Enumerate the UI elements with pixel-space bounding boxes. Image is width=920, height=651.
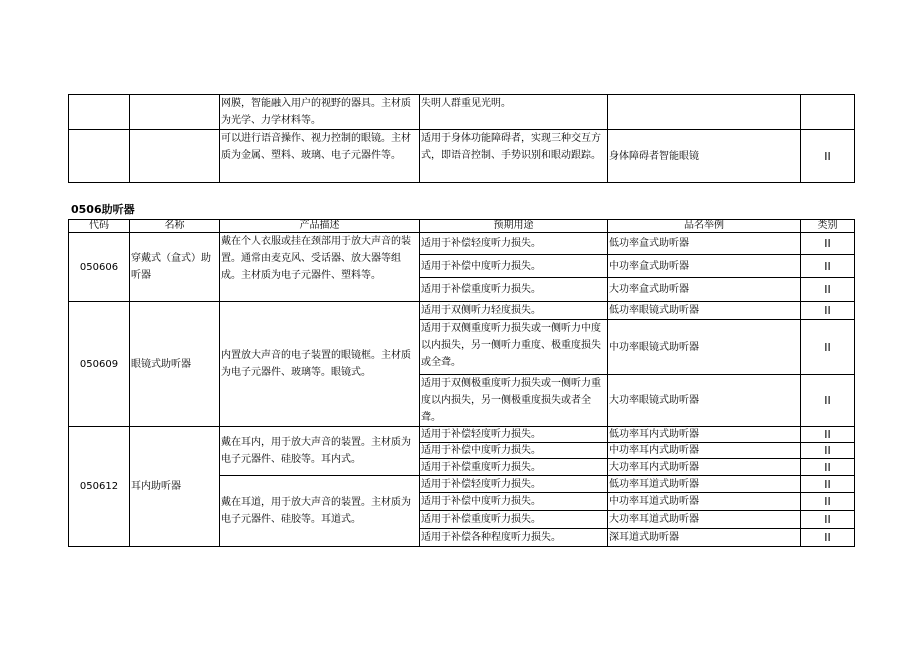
- name-cell: [130, 95, 220, 130]
- use-cell: 适用于补偿重度听力损失。: [420, 511, 608, 529]
- code-cell: 050609: [69, 302, 130, 427]
- use-cell: 适用于双侧极重度听力损失或一侧听力重度以内损失，另一侧极重度损失或者全聋。: [420, 375, 608, 427]
- category-cell: II: [801, 130, 855, 183]
- use-cell: 适用于补偿轻度听力损失。: [420, 427, 608, 443]
- category-cell: II: [801, 443, 855, 459]
- table-row: [69, 302, 855, 320]
- category-cell: [801, 95, 855, 130]
- desc-cell: 内置放大声音的电子装置的眼镜框。主材质为电子元器件、玻璃等。眼镜式。: [220, 302, 420, 427]
- header-code: 代码: [69, 220, 130, 233]
- table-row: [69, 95, 855, 130]
- name-cell: [130, 130, 220, 183]
- code-cell: [69, 130, 130, 183]
- example-cell: 中功率眼镜式助听器: [608, 320, 801, 375]
- use-cell: 适用于补偿重度听力损失。: [420, 278, 608, 302]
- category-cell: II: [801, 476, 855, 493]
- category-cell: II: [801, 511, 855, 529]
- name-cell: 穿戴式（盒式）助听器: [130, 233, 220, 302]
- use-cell: 适用于补偿各种程度听力损失。: [420, 529, 608, 547]
- use-cell: 适用于双侧听力轻度损失。: [420, 302, 608, 320]
- category-cell: II: [801, 427, 855, 443]
- name-cell: 眼镜式助听器: [130, 302, 220, 427]
- use-cell: 适用于双侧重度听力损失或一侧听力中度以内损失，另一侧听力重度、极重度损失或全聋。: [420, 320, 608, 375]
- section-title: 0506助听器: [71, 203, 135, 216]
- table-row: [69, 427, 855, 443]
- use-cell: 适用于身体功能障碍者，实现三种交互方式，即语音控制、手势识别和眼动跟踪。: [420, 130, 608, 183]
- category-cell: II: [801, 320, 855, 375]
- example-cell: 深耳道式助听器: [608, 529, 801, 547]
- table-row: [69, 130, 855, 183]
- hearing-aid-table: [68, 219, 855, 547]
- example-cell: 大功率耳道式助听器: [608, 511, 801, 529]
- code-cell: 050612: [69, 427, 130, 547]
- name-cell: 耳内助听器: [130, 427, 220, 547]
- use-cell: 适用于补偿中度听力损失。: [420, 443, 608, 459]
- header-desc: 产品描述: [220, 220, 420, 233]
- category-cell: II: [801, 493, 855, 511]
- category-cell: II: [801, 459, 855, 476]
- desc-cell: 戴在耳道，用于放大声音的装置。主材质为电子元器件、硅胶等。耳道式。: [220, 476, 420, 547]
- desc-cell: 网膜，智能融入用户的视野的器具。主材质为光学、力学材料等。: [220, 95, 420, 130]
- code-cell: 050606: [69, 233, 130, 302]
- table-row: [69, 233, 855, 255]
- example-cell: 低功率盒式助听器: [608, 233, 801, 255]
- example-cell: 身体障碍者智能眼镜: [608, 130, 801, 183]
- example-cell: 大功率眼镜式助听器: [608, 375, 801, 427]
- category-cell: II: [801, 302, 855, 320]
- header-row: [69, 220, 855, 233]
- example-cell: 大功率耳内式助听器: [608, 459, 801, 476]
- continuation-table: [68, 94, 855, 183]
- code-cell: [69, 95, 130, 130]
- use-cell: 适用于补偿轻度听力损失。: [420, 476, 608, 493]
- desc-cell: 戴在个人衣服或挂在颈部用于放大声音的装置。通常由麦克风、受话器、放大器等组成。主材质为电子元器件、塑料等。: [220, 233, 420, 302]
- example-cell: 低功率耳道式助听器: [608, 476, 801, 493]
- example-cell: 中功率盒式助听器: [608, 255, 801, 278]
- category-cell: II: [801, 278, 855, 302]
- category-cell: II: [801, 529, 855, 547]
- example-cell: 大功率盒式助听器: [608, 278, 801, 302]
- header-example: 品名举例: [608, 220, 801, 233]
- use-cell: 适用于补偿重度听力损失。: [420, 459, 608, 476]
- use-cell: 适用于补偿中度听力损失。: [420, 255, 608, 278]
- header-use: 预期用途: [420, 220, 608, 233]
- example-cell: [608, 95, 801, 130]
- example-cell: 低功率耳内式助听器: [608, 427, 801, 443]
- example-cell: 低功率眼镜式助听器: [608, 302, 801, 320]
- example-cell: 中功率耳内式助听器: [608, 443, 801, 459]
- use-cell: 失明人群重见光明。: [420, 95, 608, 130]
- use-cell: 适用于补偿中度听力损失。: [420, 493, 608, 511]
- header-category: 类别: [801, 220, 855, 233]
- category-cell: II: [801, 233, 855, 255]
- category-cell: II: [801, 375, 855, 427]
- category-cell: II: [801, 255, 855, 278]
- header-name: 名称: [130, 220, 220, 233]
- use-cell: 适用于补偿轻度听力损失。: [420, 233, 608, 255]
- example-cell: 中功率耳道式助听器: [608, 493, 801, 511]
- desc-cell: 戴在耳内，用于放大声音的装置。主材质为电子元器件、硅胶等。耳内式。: [220, 427, 420, 476]
- desc-cell: 可以进行语音操作、视力控制的眼镜。主材质为金属、塑料、玻璃、电子元器件等。: [220, 130, 420, 183]
